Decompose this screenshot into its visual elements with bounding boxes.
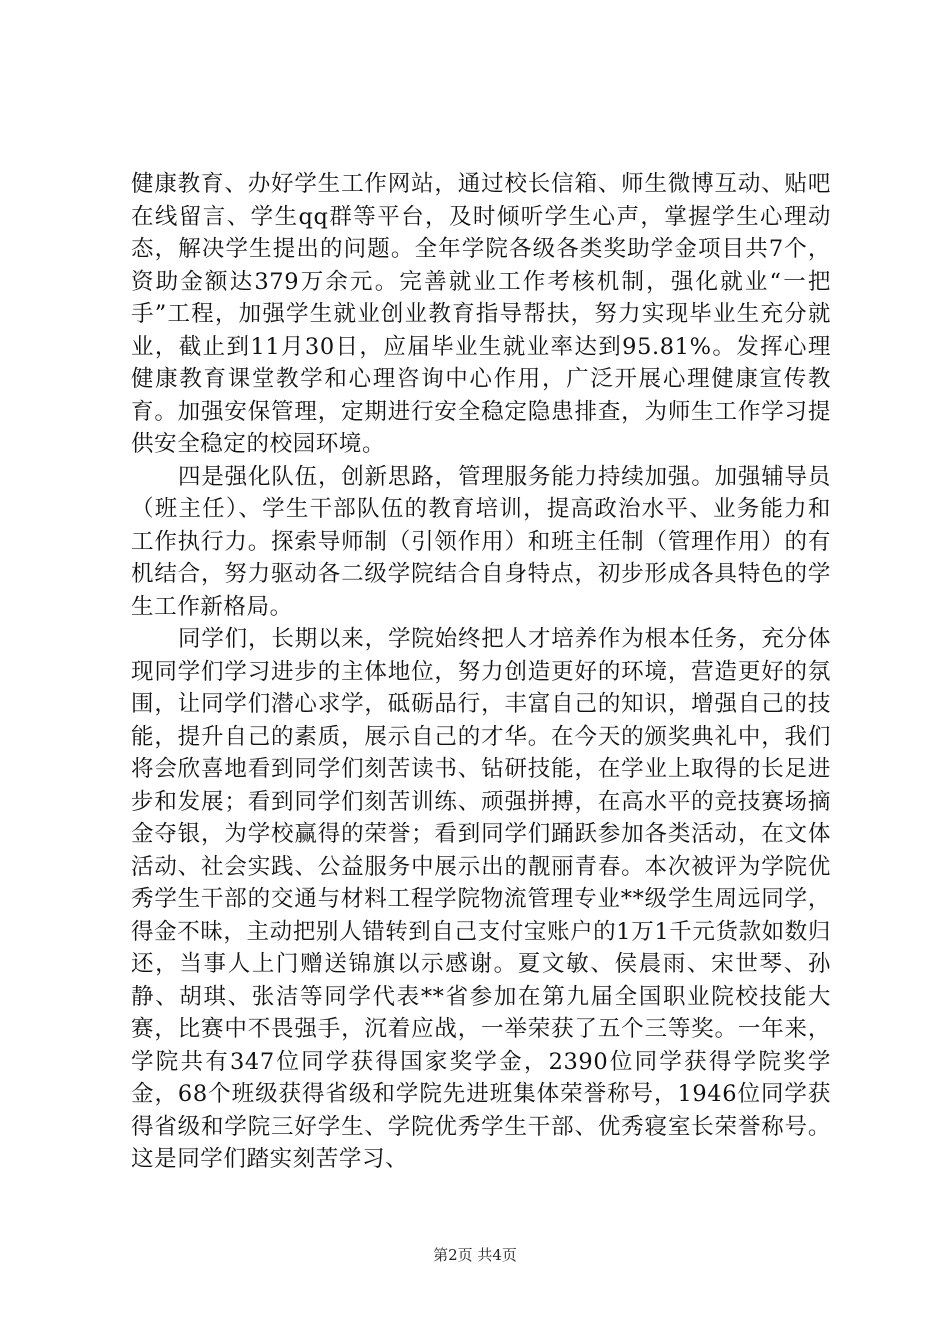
paragraph-2: 四是强化队伍，创新思路，管理服务能力持续加强。加强辅导员（班主任）、学生干部队伍的教育培训，提高政治水平、业务能力和工作执行力。探索导师制（引领作用）和班主任制（管理作用）的有机结合，努力驱动各二级学院结合自身特点，初步形成各具特色的学生工作新格局。 bbox=[131, 463, 831, 620]
body-text bbox=[131, 168, 831, 1176]
paragraph-1: 健康教育、办好学生工作网站，通过校长信箱、师生微博互动、贴吧在线留言、学生qq群等平台，及时倾听学生心声，掌握学生心理动态，解决学生提出的问题。全年学院各级各类奖助学金项目共7个，资助金额达379万余元。完善就业工作考核机制，强化就业“一把手”工程，加强学生就业创业教育指导帮扶，努力实现毕业生充分就业，截止到11月30日，应届毕业生就业率达到95.81%。发挥心理健康教育课堂教学和心理咨询中心作用，广泛开展心理健康宣传教育。加强安保管理，定期进行安全稳定隐患排查，为师生工作学习提供安全稳定的校园环境。 bbox=[131, 171, 831, 457]
paragraph-3: 同学们，长期以来，学院始终把人才培养作为根本任务，充分体现同学们学习进步的主体地位，努力创造更好的环境，营造更好的氛围，让同学们潜心求学，砥砺品行，丰富自己的知识，增强自己的技能，提升自己的素质，展示自己的才华。在今天的颁奖典礼中，我们将会欣喜地看到同学们刻苦读书、钻研技能，在学业上取得的长足进步和发展；看到同学们刻苦训练、顽强拼搏，在高水平的竞技赛场摘金夺银，为学校赢得的荣誉；看到同学们踊跃参加各类活动，在文体活动、社会实践、公益服务中展示出的靓丽青春。本次被评为学院优秀学生干部的交通与材料工程学院物流管理专业**级学生周远同学，得金不昧，主动把别人错转到自己支付宝账户的1万1千元货款如数归还，当事人上门赠送锦旗以示感谢。夏文敏、侯晨雨、宋世琴、孙静、胡琪、张洁等同学代表**省参加在第九届全国职业院校技能大赛，比赛中不畏强手，沉着应战，一举荣获了五个三等奖。一年来，学院共有347位同学获得国家奖学金，2390位同学获得学院奖学金，68个班级获得省级和学院先进班集体荣誉称号，1946位同学获得省级和学院三好学生、学院优秀学生干部、优秀寝室长荣誉称号。这是同学们踏实刻苦学习、 bbox=[131, 626, 831, 1172]
page-footer: 第2页 共4页 bbox=[433, 1246, 517, 1264]
